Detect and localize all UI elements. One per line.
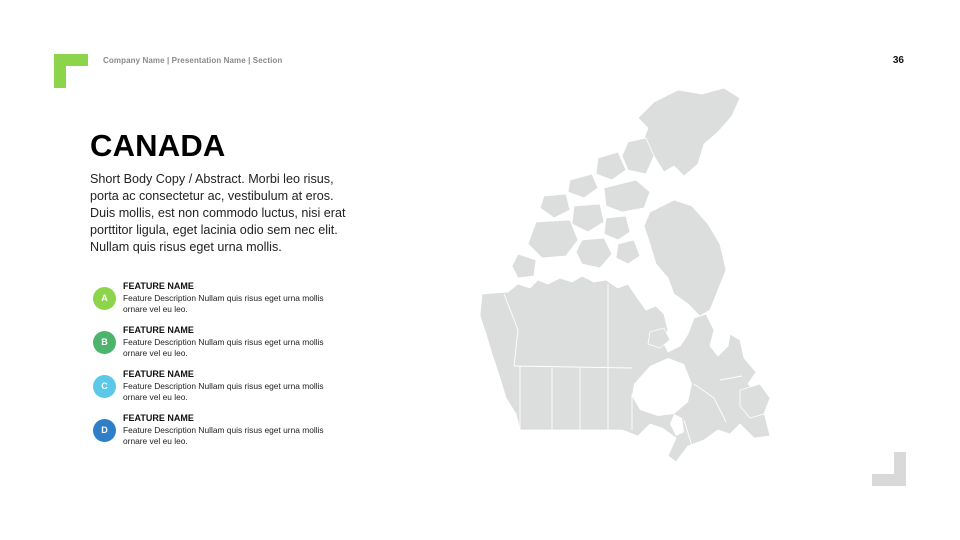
page-number: 36: [892, 55, 904, 66]
feature-badge-d: D: [93, 419, 116, 442]
feature-item-a: [93, 281, 333, 325]
arctic-island: [568, 174, 598, 198]
feature-name: FEATURE NAME: [123, 281, 194, 291]
feature-description: Feature Description Nullam quis risus eget urna mollis ornare vel eu leo.: [123, 337, 324, 358]
arctic-island: [540, 194, 570, 218]
arctic-island: [638, 88, 740, 176]
feature-item-b: [93, 325, 333, 369]
corner-accent-top-left: [54, 54, 88, 88]
breadcrumb: Company Name | Presentation Name | Section: [103, 56, 283, 65]
canada-mainland: [480, 276, 770, 462]
page-title: CANADA: [90, 128, 226, 163]
feature-badge-b: B: [93, 331, 116, 354]
canada-map: [478, 84, 778, 466]
arctic-island: [528, 220, 578, 258]
arctic-island: [604, 180, 650, 212]
feature-badge-c: C: [93, 375, 116, 398]
corner-accent-bottom-right: [872, 452, 906, 486]
body-copy: Short Body Copy / Abstract. Morbi leo risus, porta ac consectetur ac, vestibulum at eros. Duis mollis, est non commodo luctus, nisi erat porttitor ligula, eget lacinia odio sem nec elit. Nullam quis risus eget urna mollis.: [90, 172, 346, 254]
arctic-island: [596, 152, 626, 180]
arctic-island: [616, 240, 640, 264]
arctic-island: [572, 204, 604, 232]
feature-item-c: [93, 369, 333, 413]
feature-name: FEATURE NAME: [123, 413, 194, 423]
feature-description: Feature Description Nullam quis risus eget urna mollis ornare vel eu leo.: [123, 425, 324, 446]
arctic-island: [604, 216, 630, 240]
feature-description: Feature Description Nullam quis risus eget urna mollis ornare vel eu leo.: [123, 381, 324, 402]
feature-item-d: [93, 413, 333, 457]
feature-description: Feature Description Nullam quis risus eget urna mollis ornare vel eu leo.: [123, 293, 324, 314]
feature-name: FEATURE NAME: [123, 369, 194, 379]
arctic-island: [576, 238, 612, 268]
baffin-island: [644, 200, 726, 316]
feature-badge-a: A: [93, 287, 116, 310]
feature-name: FEATURE NAME: [123, 325, 194, 335]
feature-list: [93, 281, 333, 457]
arctic-island: [512, 254, 536, 278]
